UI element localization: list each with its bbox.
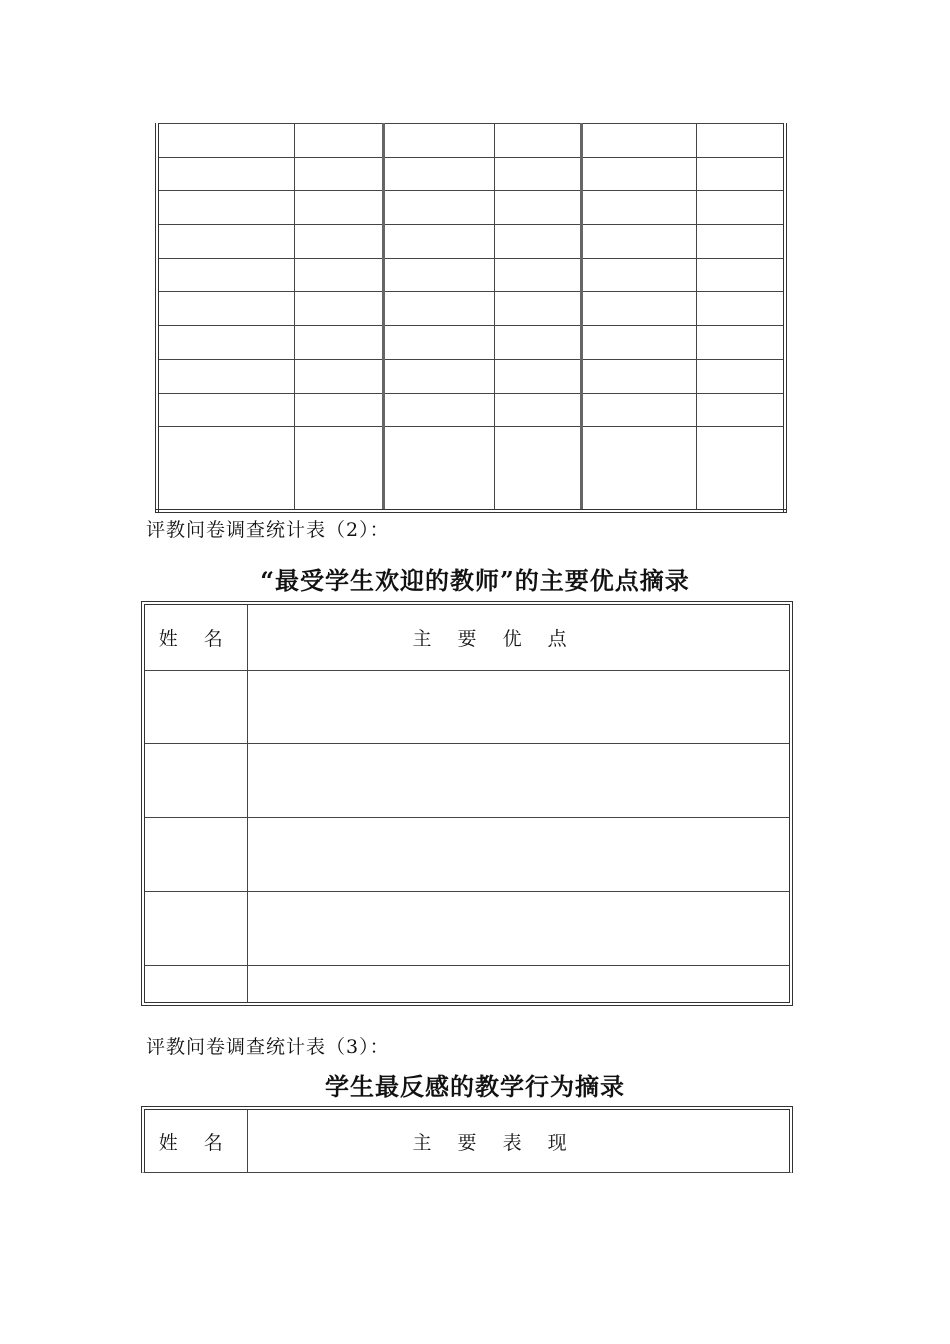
table-cell bbox=[383, 326, 494, 360]
table-cell bbox=[383, 359, 494, 393]
table-row bbox=[157, 292, 785, 326]
table-cell bbox=[157, 393, 294, 427]
table-cell bbox=[494, 258, 581, 292]
blank-statistics-table bbox=[155, 123, 787, 513]
disliked-behaviors-table bbox=[141, 1106, 793, 1173]
table-cell bbox=[294, 359, 383, 393]
table-cell bbox=[494, 427, 581, 511]
strengths-cell bbox=[247, 965, 789, 1002]
table-cell bbox=[157, 292, 294, 326]
table-row bbox=[145, 670, 789, 744]
table-row bbox=[157, 124, 785, 158]
table-cell bbox=[696, 326, 785, 360]
table-cell bbox=[494, 393, 581, 427]
table-cell bbox=[494, 326, 581, 360]
table-cell bbox=[294, 427, 383, 511]
table-cell bbox=[294, 326, 383, 360]
table-cell bbox=[383, 157, 494, 191]
table-row bbox=[157, 258, 785, 292]
strengths-cell bbox=[247, 744, 789, 818]
table-header-row bbox=[145, 1110, 789, 1172]
name-cell bbox=[145, 744, 247, 818]
strengths-cell bbox=[247, 891, 789, 965]
table-cell bbox=[383, 225, 494, 259]
table-row bbox=[145, 891, 789, 965]
best-teacher-strengths-table bbox=[141, 601, 793, 1006]
table-cell bbox=[581, 427, 696, 511]
table-cell bbox=[383, 258, 494, 292]
table-cell bbox=[581, 191, 696, 225]
table-cell bbox=[383, 427, 494, 511]
table-cell bbox=[696, 258, 785, 292]
section2-caption: 评教问卷调查统计表（2）： bbox=[146, 519, 390, 541]
table-row bbox=[157, 359, 785, 393]
table-cell bbox=[581, 393, 696, 427]
table-cell bbox=[494, 191, 581, 225]
table-cell bbox=[581, 157, 696, 191]
table-cell bbox=[581, 292, 696, 326]
table-cell bbox=[696, 393, 785, 427]
table-cell bbox=[383, 124, 494, 158]
table-cell bbox=[157, 359, 294, 393]
table-cell bbox=[494, 124, 581, 158]
header-name: 姓 名 bbox=[145, 605, 247, 670]
section3-caption: 评教问卷调查统计表（3）： bbox=[146, 1036, 390, 1058]
table-cell bbox=[581, 258, 696, 292]
table-cell bbox=[294, 225, 383, 259]
table-cell bbox=[383, 292, 494, 326]
table-cell bbox=[696, 292, 785, 326]
table-cell bbox=[294, 393, 383, 427]
strengths-cell bbox=[247, 670, 789, 744]
name-cell bbox=[145, 670, 247, 744]
table-cell bbox=[696, 157, 785, 191]
table-cell bbox=[157, 326, 294, 360]
table-cell bbox=[383, 191, 494, 225]
table-cell bbox=[383, 393, 494, 427]
table-row bbox=[157, 427, 785, 511]
table-cell bbox=[494, 359, 581, 393]
table-cell bbox=[294, 124, 383, 158]
table-cell bbox=[581, 124, 696, 158]
table-header-row bbox=[145, 605, 789, 670]
strengths-cell bbox=[247, 818, 789, 892]
table-cell bbox=[294, 292, 383, 326]
table-cell bbox=[494, 292, 581, 326]
table-cell bbox=[294, 191, 383, 225]
header-main-strengths: 主 要 优 点 bbox=[247, 605, 789, 670]
table-cell bbox=[696, 191, 785, 225]
table-cell bbox=[294, 157, 383, 191]
table-cell bbox=[157, 258, 294, 292]
table-row bbox=[157, 393, 785, 427]
table-row bbox=[157, 326, 785, 360]
table-row bbox=[145, 744, 789, 818]
table-cell bbox=[696, 359, 785, 393]
table-row bbox=[145, 965, 789, 1002]
table-cell bbox=[294, 258, 383, 292]
table-cell bbox=[157, 124, 294, 158]
section3-title: 学生最反感的教学行为摘录 bbox=[325, 1072, 625, 1101]
table-cell bbox=[696, 427, 785, 511]
name-cell bbox=[145, 818, 247, 892]
name-cell bbox=[145, 965, 247, 1002]
name-cell bbox=[145, 891, 247, 965]
table-cell bbox=[581, 359, 696, 393]
table-cell bbox=[157, 225, 294, 259]
table-cell bbox=[157, 427, 294, 511]
header-main-behaviors: 主 要 表 现 bbox=[247, 1110, 789, 1172]
table-cell bbox=[494, 225, 581, 259]
section2-title: “最受学生欢迎的教师”的主要优点摘录 bbox=[260, 566, 690, 595]
table-row bbox=[157, 157, 785, 191]
table-cell bbox=[157, 157, 294, 191]
table-cell bbox=[157, 191, 294, 225]
table-cell bbox=[696, 124, 785, 158]
table-cell bbox=[581, 326, 696, 360]
table-cell bbox=[581, 225, 696, 259]
table-row bbox=[157, 191, 785, 225]
table-cell bbox=[494, 157, 581, 191]
table-row bbox=[157, 225, 785, 259]
header-name: 姓 名 bbox=[145, 1110, 247, 1172]
table-cell bbox=[696, 225, 785, 259]
table-row bbox=[145, 818, 789, 892]
